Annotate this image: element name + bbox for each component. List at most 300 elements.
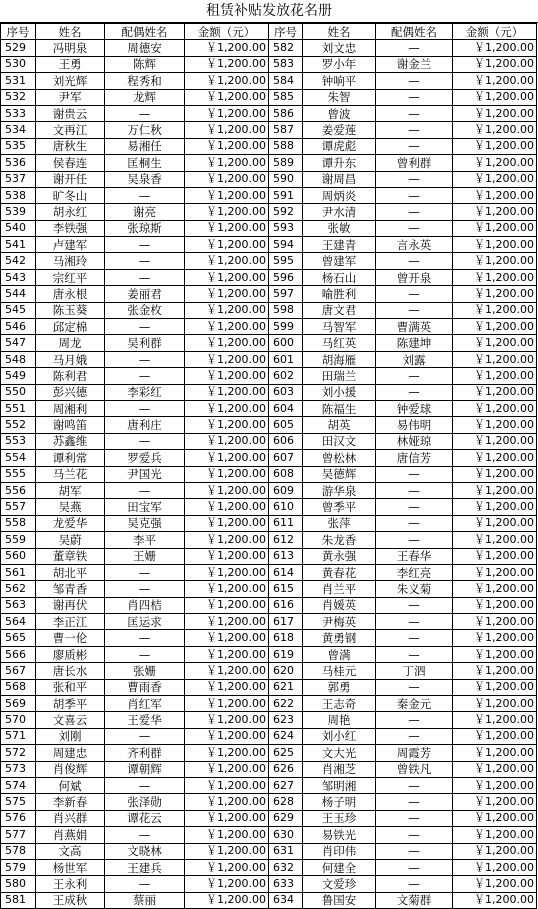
name-cell: 肖兰平 [303, 581, 376, 597]
seq-cell: 616 [269, 597, 303, 613]
seq-cell: 564 [1, 614, 36, 630]
name-cell: 曾满 [303, 646, 376, 662]
amount-cell: ￥1,200.00 [453, 171, 537, 187]
seq-cell: 583 [269, 56, 303, 72]
name-cell: 唐长水 [36, 663, 105, 679]
seq-cell: 605 [269, 417, 303, 433]
name-cell: 邹青香 [36, 581, 105, 597]
seq-cell: 601 [269, 351, 303, 367]
seq-cell: 622 [269, 696, 303, 712]
seq-cell: 534 [1, 122, 36, 138]
name-cell: 肖湘芝 [303, 761, 376, 777]
spouse-cell: 王姗 [105, 548, 185, 564]
seq-cell: 549 [1, 368, 36, 384]
name-cell: 谢贵云 [36, 105, 105, 121]
table-row [1, 155, 537, 171]
seq-cell: 541 [1, 237, 36, 253]
seq-cell: 582 [269, 40, 303, 56]
amount-cell: ￥1,200.00 [453, 532, 537, 548]
spouse-cell: — [105, 777, 185, 793]
name-cell: 肖燕娟 [36, 827, 105, 843]
amount-cell: ￥1,200.00 [185, 302, 269, 318]
name-cell: 胡英 [303, 417, 376, 433]
spouse-cell: 周霞芳 [376, 745, 453, 761]
table-row [1, 712, 537, 728]
seq-cell: 606 [269, 433, 303, 449]
amount-cell: ￥1,200.00 [453, 253, 537, 269]
amount-cell: ￥1,200.00 [453, 777, 537, 793]
name-cell: 罗小年 [303, 56, 376, 72]
spouse-cell: — [105, 368, 185, 384]
amount-cell: ￥1,200.00 [185, 679, 269, 695]
header-seq: 序号 [1, 24, 36, 40]
spouse-cell: 张金枚 [105, 302, 185, 318]
spouse-cell: 曹雨香 [105, 679, 185, 695]
spouse-cell: 周德安 [105, 40, 185, 56]
roster-table [0, 23, 537, 909]
amount-cell: ￥1,200.00 [185, 269, 269, 285]
seq-cell: 532 [1, 89, 36, 105]
seq-cell: 579 [1, 859, 36, 875]
name-cell: 胡季平 [36, 696, 105, 712]
table-row [1, 581, 537, 597]
name-cell: 曾松林 [303, 450, 376, 466]
name-cell: 何斌 [36, 777, 105, 793]
seq-cell: 613 [269, 548, 303, 564]
seq-cell: 581 [1, 892, 36, 908]
amount-cell: ￥1,200.00 [453, 466, 537, 482]
spouse-cell: — [376, 384, 453, 400]
amount-cell: ￥1,200.00 [185, 335, 269, 351]
spouse-cell: — [376, 794, 453, 810]
amount-cell: ￥1,200.00 [185, 614, 269, 630]
spouse-cell: — [376, 171, 453, 187]
seq-cell: 617 [269, 614, 303, 630]
seq-cell: 544 [1, 286, 36, 302]
table-row [1, 728, 537, 744]
amount-cell: ￥1,200.00 [453, 679, 537, 695]
name-cell: 吴德辉 [303, 466, 376, 482]
amount-cell: ￥1,200.00 [453, 482, 537, 498]
amount-cell: ￥1,200.00 [453, 745, 537, 761]
amount-cell: ￥1,200.00 [453, 630, 537, 646]
seq-cell: 607 [269, 450, 303, 466]
seq-cell: 588 [269, 138, 303, 154]
table-row [1, 663, 537, 679]
header-name: 姓名 [303, 24, 376, 40]
name-cell: 旷冬山 [36, 187, 105, 203]
name-cell: 谢开任 [36, 171, 105, 187]
table-row [1, 761, 537, 777]
spouse-cell: 肖四桔 [105, 597, 185, 613]
seq-cell: 627 [269, 777, 303, 793]
seq-cell: 546 [1, 319, 36, 335]
spouse-cell: — [376, 712, 453, 728]
amount-cell: ￥1,200.00 [453, 400, 537, 416]
amount-cell: ￥1,200.00 [185, 564, 269, 580]
table-row [1, 614, 537, 630]
seq-cell: 550 [1, 384, 36, 400]
header-amount: 金额（元） [453, 24, 537, 40]
name-cell: 陈玉葵 [36, 302, 105, 318]
spouse-cell: — [376, 843, 453, 859]
amount-cell: ￥1,200.00 [453, 646, 537, 662]
name-cell: 胡军 [36, 482, 105, 498]
spouse-cell: — [376, 859, 453, 875]
header-spouse: 配偶姓名 [376, 24, 453, 40]
name-cell: 马桂元 [303, 663, 376, 679]
spouse-cell: — [105, 187, 185, 203]
table-row [1, 696, 537, 712]
seq-cell: 555 [1, 466, 36, 482]
spouse-cell: 姜丽君 [105, 286, 185, 302]
spouse-cell: 张姗 [105, 663, 185, 679]
seq-cell: 547 [1, 335, 36, 351]
name-cell: 张萍 [303, 515, 376, 531]
name-cell: 朱智 [303, 89, 376, 105]
spouse-cell: 文菊群 [376, 892, 453, 908]
table-row [1, 237, 537, 253]
spouse-cell: 龙辉 [105, 89, 185, 105]
amount-cell: ￥1,200.00 [185, 433, 269, 449]
amount-cell: ￥1,200.00 [185, 712, 269, 728]
seq-cell: 586 [269, 105, 303, 121]
name-cell: 曾建军 [303, 253, 376, 269]
name-cell: 刘文忠 [303, 40, 376, 56]
spouse-cell: — [376, 630, 453, 646]
name-cell: 田瑞兰 [303, 368, 376, 384]
table-row [1, 204, 537, 220]
spouse-cell: — [105, 630, 185, 646]
table-row [1, 482, 537, 498]
name-cell: 王玉珍 [303, 810, 376, 826]
name-cell: 尹军 [36, 89, 105, 105]
spouse-cell: 王建兵 [105, 859, 185, 875]
amount-cell: ￥1,200.00 [453, 876, 537, 892]
amount-cell: ￥1,200.00 [185, 761, 269, 777]
name-cell: 王志奇 [303, 696, 376, 712]
name-cell: 曹一伦 [36, 630, 105, 646]
table-row [1, 466, 537, 482]
table-row [1, 40, 537, 56]
amount-cell: ￥1,200.00 [453, 351, 537, 367]
table-row [1, 56, 537, 72]
spouse-cell: — [105, 351, 185, 367]
amount-cell: ￥1,200.00 [185, 171, 269, 187]
amount-cell: ￥1,200.00 [453, 761, 537, 777]
spouse-cell: 张琼斯 [105, 220, 185, 236]
seq-cell: 614 [269, 564, 303, 580]
table-row [1, 827, 537, 843]
spouse-cell: — [376, 499, 453, 515]
seq-cell: 608 [269, 466, 303, 482]
name-cell: 何建全 [303, 859, 376, 875]
table-row [1, 450, 537, 466]
table-row [1, 745, 537, 761]
seq-cell: 620 [269, 663, 303, 679]
table-row [1, 548, 537, 564]
seq-cell: 548 [1, 351, 36, 367]
amount-cell: ￥1,200.00 [185, 400, 269, 416]
amount-cell: ￥1,200.00 [185, 728, 269, 744]
table-row [1, 777, 537, 793]
amount-cell: ￥1,200.00 [185, 515, 269, 531]
spouse-cell: — [376, 253, 453, 269]
seq-cell: 585 [269, 89, 303, 105]
spouse-cell: — [376, 810, 453, 826]
amount-cell: ￥1,200.00 [453, 712, 537, 728]
seq-cell: 599 [269, 319, 303, 335]
seq-cell: 553 [1, 433, 36, 449]
amount-cell: ￥1,200.00 [453, 237, 537, 253]
header-name: 姓名 [36, 24, 105, 40]
name-cell: 文大光 [303, 745, 376, 761]
seq-cell: 540 [1, 220, 36, 236]
spouse-cell: 吴克强 [105, 515, 185, 531]
amount-cell: ￥1,200.00 [453, 40, 537, 56]
amount-cell: ￥1,200.00 [453, 302, 537, 318]
spouse-cell: 林娅琼 [376, 433, 453, 449]
spouse-cell: — [105, 400, 185, 416]
spouse-cell: — [376, 138, 453, 154]
spouse-cell: 曾开泉 [376, 269, 453, 285]
name-cell: 鲁国安 [303, 892, 376, 908]
amount-cell: ￥1,200.00 [185, 187, 269, 203]
amount-cell: ￥1,200.00 [453, 892, 537, 908]
amount-cell: ￥1,200.00 [453, 105, 537, 121]
seq-cell: 562 [1, 581, 36, 597]
seq-cell: 587 [269, 122, 303, 138]
spouse-cell: — [376, 482, 453, 498]
seq-cell: 590 [269, 171, 303, 187]
seq-cell: 615 [269, 581, 303, 597]
spouse-cell: 齐利群 [105, 745, 185, 761]
name-cell: 杨子明 [303, 794, 376, 810]
table-row [1, 335, 537, 351]
spouse-cell: — [376, 286, 453, 302]
name-cell: 谭利常 [36, 450, 105, 466]
seq-cell: 542 [1, 253, 36, 269]
table-row [1, 876, 537, 892]
amount-cell: ￥1,200.00 [185, 532, 269, 548]
name-cell: 肖俊辉 [36, 761, 105, 777]
name-cell: 周炳炎 [303, 187, 376, 203]
spouse-cell: — [105, 433, 185, 449]
spouse-cell: 吴利群 [105, 335, 185, 351]
name-cell: 田汉文 [303, 433, 376, 449]
name-cell: 张和平 [36, 679, 105, 695]
seq-cell: 576 [1, 810, 36, 826]
name-cell: 马月娥 [36, 351, 105, 367]
spouse-cell: 唐利庄 [105, 417, 185, 433]
seq-cell: 633 [269, 876, 303, 892]
amount-cell: ￥1,200.00 [185, 40, 269, 56]
name-cell: 陈福生 [303, 400, 376, 416]
amount-cell: ￥1,200.00 [453, 220, 537, 236]
seq-cell: 609 [269, 482, 303, 498]
seq-cell: 539 [1, 204, 36, 220]
spouse-cell: — [376, 122, 453, 138]
spouse-cell: — [376, 515, 453, 531]
name-cell: 唐文君 [303, 302, 376, 318]
spouse-cell: — [376, 220, 453, 236]
spouse-cell: 朱义菊 [376, 581, 453, 597]
name-cell: 周湘利 [36, 400, 105, 416]
name-cell: 谢再伏 [36, 597, 105, 613]
spouse-cell: 谭朝辉 [105, 761, 185, 777]
name-cell: 马湘玲 [36, 253, 105, 269]
amount-cell: ￥1,200.00 [453, 564, 537, 580]
name-cell: 游华泉 [303, 482, 376, 498]
seq-cell: 570 [1, 712, 36, 728]
amount-cell: ￥1,200.00 [185, 89, 269, 105]
seq-cell: 626 [269, 761, 303, 777]
name-cell: 彭兴德 [36, 384, 105, 400]
spouse-cell: 陈建坤 [376, 335, 453, 351]
seq-cell: 589 [269, 155, 303, 171]
name-cell: 宗红平 [36, 269, 105, 285]
table-row [1, 433, 537, 449]
seq-cell: 533 [1, 105, 36, 121]
table-row [1, 417, 537, 433]
amount-cell: ￥1,200.00 [185, 220, 269, 236]
amount-cell: ￥1,200.00 [185, 155, 269, 171]
name-cell: 文喜云 [36, 712, 105, 728]
seq-cell: 537 [1, 171, 36, 187]
amount-cell: ￥1,200.00 [185, 859, 269, 875]
roster-body [1, 40, 537, 909]
spouse-cell: 曾利群 [376, 155, 453, 171]
amount-cell: ￥1,200.00 [453, 204, 537, 220]
seq-cell: 580 [1, 876, 36, 892]
header-spouse: 配偶姓名 [105, 24, 185, 40]
table-row [1, 187, 537, 203]
name-cell: 周艳 [303, 712, 376, 728]
name-cell: 尹水清 [303, 204, 376, 220]
table-row [1, 597, 537, 613]
table-row [1, 384, 537, 400]
seq-cell: 554 [1, 450, 36, 466]
name-cell: 谢鸣笛 [36, 417, 105, 433]
seq-cell: 535 [1, 138, 36, 154]
seq-cell: 630 [269, 827, 303, 843]
name-cell: 刘刚 [36, 728, 105, 744]
table-row [1, 794, 537, 810]
name-cell: 文再江 [36, 122, 105, 138]
table-row [1, 564, 537, 580]
spouse-cell: — [376, 105, 453, 121]
name-cell: 刘光辉 [36, 73, 105, 89]
amount-cell: ￥1,200.00 [453, 269, 537, 285]
spouse-cell: — [376, 876, 453, 892]
seq-cell: 584 [269, 73, 303, 89]
spouse-cell: — [376, 204, 453, 220]
name-cell: 黄永强 [303, 548, 376, 564]
seq-cell: 632 [269, 859, 303, 875]
seq-cell: 591 [269, 187, 303, 203]
amount-cell: ￥1,200.00 [185, 581, 269, 597]
amount-cell: ￥1,200.00 [185, 745, 269, 761]
spouse-cell: 李红亮 [376, 564, 453, 580]
name-cell: 黄勇钢 [303, 630, 376, 646]
sheet-title: 租赁补贴发放花名册 [0, 0, 538, 23]
amount-cell: ￥1,200.00 [185, 384, 269, 400]
seq-cell: 563 [1, 597, 36, 613]
name-cell: 王建青 [303, 237, 376, 253]
seq-cell: 530 [1, 56, 36, 72]
table-row [1, 810, 537, 826]
amount-cell: ￥1,200.00 [185, 319, 269, 335]
amount-cell: ￥1,200.00 [185, 794, 269, 810]
header-seq: 序号 [269, 24, 303, 40]
table-row [1, 89, 537, 105]
table-row [1, 630, 537, 646]
seq-cell: 634 [269, 892, 303, 908]
amount-cell: ￥1,200.00 [185, 777, 269, 793]
amount-cell: ￥1,200.00 [185, 548, 269, 564]
name-cell: 杨世军 [36, 859, 105, 875]
seq-cell: 602 [269, 368, 303, 384]
spouse-cell: 谢亮 [105, 204, 185, 220]
table-row [1, 286, 537, 302]
amount-cell: ￥1,200.00 [185, 204, 269, 220]
spouse-cell: 蔡丽 [105, 892, 185, 908]
name-cell: 易铁光 [303, 827, 376, 843]
spouse-cell: — [105, 269, 185, 285]
amount-cell: ￥1,200.00 [453, 73, 537, 89]
amount-cell: ￥1,200.00 [453, 155, 537, 171]
seq-cell: 604 [269, 400, 303, 416]
spouse-cell: 田宝军 [105, 499, 185, 515]
seq-cell: 557 [1, 499, 36, 515]
spouse-cell: 谢金兰 [376, 56, 453, 72]
name-cell: 董章铁 [36, 548, 105, 564]
seq-cell: 552 [1, 417, 36, 433]
table-row [1, 269, 537, 285]
table-row [1, 892, 537, 908]
name-cell: 卢建军 [36, 237, 105, 253]
name-cell: 邹明湘 [303, 777, 376, 793]
spouse-cell: 易伟明 [376, 417, 453, 433]
amount-cell: ￥1,200.00 [185, 351, 269, 367]
amount-cell: ￥1,200.00 [453, 827, 537, 843]
spouse-cell: 吴泉香 [105, 171, 185, 187]
amount-cell: ￥1,200.00 [453, 450, 537, 466]
seq-cell: 593 [269, 220, 303, 236]
table-row [1, 859, 537, 875]
seq-cell: 556 [1, 482, 36, 498]
name-cell: 曾季平 [303, 499, 376, 515]
amount-cell: ￥1,200.00 [453, 499, 537, 515]
seq-cell: 624 [269, 728, 303, 744]
header-amount: 金额（元） [185, 24, 269, 40]
spouse-cell: — [105, 237, 185, 253]
name-cell: 杨石山 [303, 269, 376, 285]
amount-cell: ￥1,200.00 [185, 237, 269, 253]
spouse-cell: 程秀和 [105, 73, 185, 89]
name-cell: 肖媛英 [303, 597, 376, 613]
seq-cell: 592 [269, 204, 303, 220]
spouse-cell: — [105, 319, 185, 335]
seq-cell: 618 [269, 630, 303, 646]
name-cell: 郭勇 [303, 679, 376, 695]
spouse-cell: — [105, 482, 185, 498]
amount-cell: ￥1,200.00 [453, 368, 537, 384]
name-cell: 唐秋生 [36, 138, 105, 154]
amount-cell: ￥1,200.00 [453, 138, 537, 154]
spouse-cell: 王爱华 [105, 712, 185, 728]
name-cell: 王成秋 [36, 892, 105, 908]
